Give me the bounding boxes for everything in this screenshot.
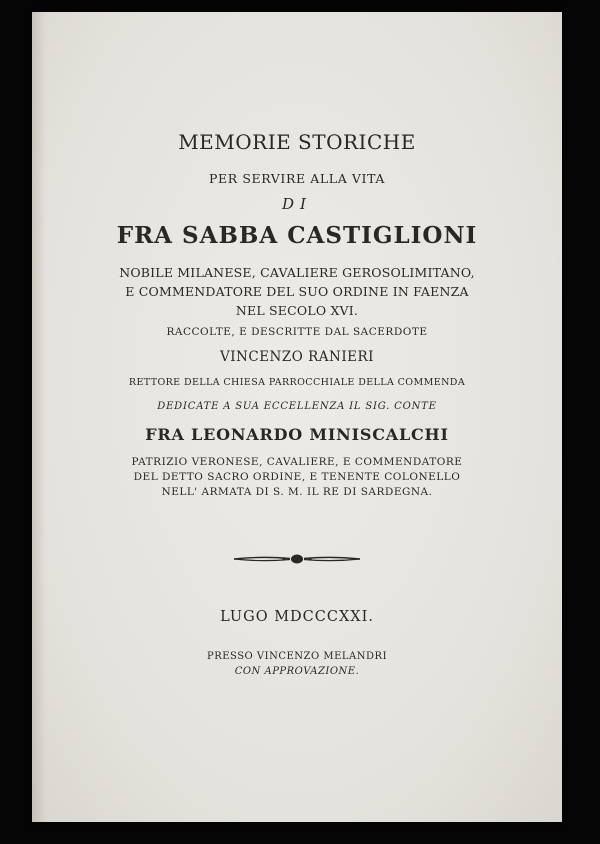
imprint-printer [32, 649, 562, 679]
dedicatee-description-line: DEL DETTO SACRO ORDINE, E TENENTE COLONELLO [133, 471, 461, 483]
author-title: RETTORE DELLA CHIESA PARROCCHIALE DELLA COMMENDA [128, 377, 466, 388]
subject-description-line: NOBILE MILANESE, CAVALIERE GEROSOLIMITANO, [119, 265, 475, 280]
author-name: VINCENZO RANIERI [219, 349, 375, 365]
imprint-place-year: LUGO MDCCCXXI. [220, 609, 374, 625]
dedicatee-description-line: PATRIZIO VERONESE, CAVALIERE, E COMMENDATORE [131, 456, 463, 468]
dedication-line: DEDICATE A SUA ECCELLENZA IL SIG. CONTE [157, 401, 437, 412]
dedicatee-description-line: NELL' ARMATA DI S. M. IL RE DI SARDEGNA. [161, 486, 433, 498]
book-title: MEMORIE STORICHE [178, 130, 416, 154]
dedicatee-description [32, 455, 562, 500]
title-page [32, 12, 562, 822]
di-connector: DI [282, 195, 312, 213]
printer-line: PRESSO VINCENZO MELANDRI [206, 651, 388, 662]
subject-description [32, 263, 562, 320]
subject-description-line: NEL SECOLO XVI. [235, 303, 359, 318]
ornament-icon [232, 551, 362, 567]
subject-name: FRA SABBA CASTIGLIONI [116, 222, 478, 249]
book-subtitle: PER SERVIRE ALLA VITA [209, 171, 385, 186]
compiled-by: RACCOLTE, E DESCRITTE DAL SACERDOTE [166, 326, 428, 338]
subject-description-line: E COMMENDATORE DEL SUO ORDINE IN FAENZA [125, 284, 469, 299]
approval-line: CON APPROVAZIONE. [234, 666, 360, 677]
dedicatee-name: FRA LEONARDO MINISCALCHI [145, 425, 449, 444]
